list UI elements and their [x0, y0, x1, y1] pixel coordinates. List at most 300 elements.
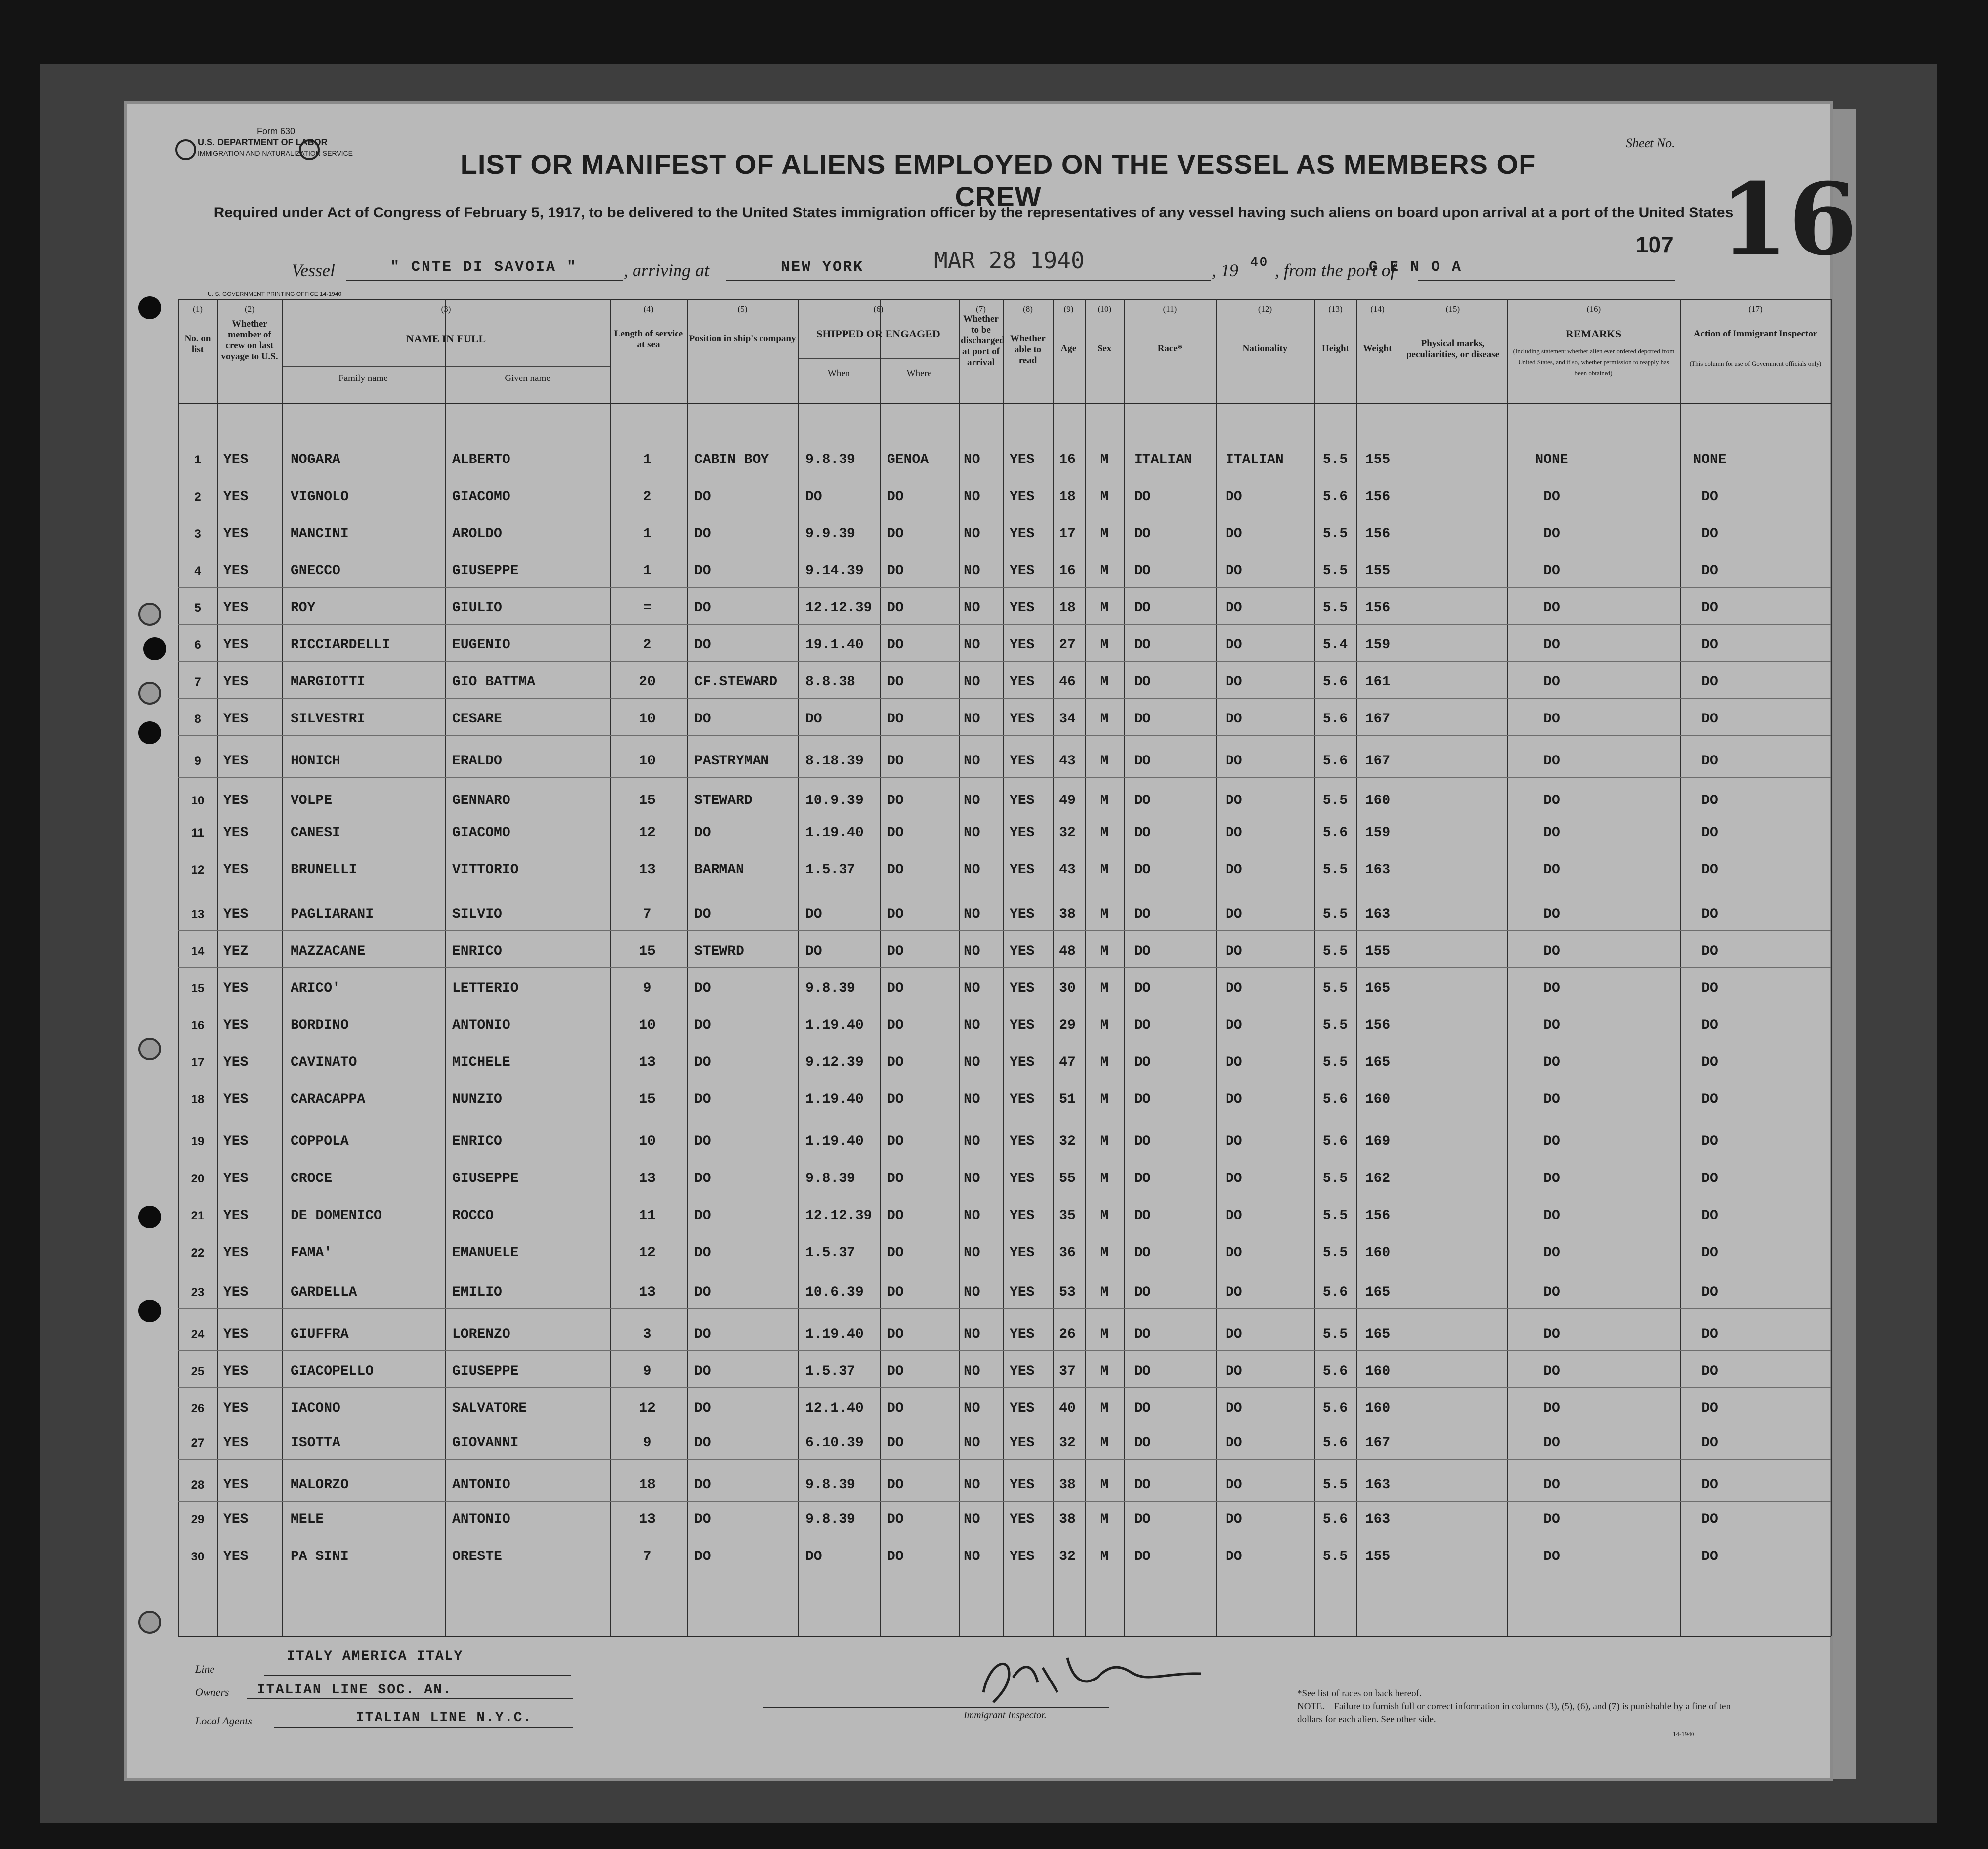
crew-cell-sex: M [1100, 1401, 1109, 1416]
crew-cell-no: 28 [191, 1478, 205, 1492]
crew-cell-no: 4 [194, 564, 201, 578]
column-header: Whether member of crew on last voyage to U.S. [221, 319, 278, 362]
crew-cell-service: 10 [639, 754, 656, 769]
crew-cell-sex: M [1100, 674, 1109, 690]
crew-cell-position: DO [694, 1549, 711, 1564]
crew-cell-marks: DO [1543, 1435, 1560, 1451]
crew-cell-age: 18 [1059, 600, 1076, 616]
crew-cell-no: 11 [191, 826, 204, 840]
crew-cell-marks: DO [1543, 754, 1560, 769]
crew-cell-service: 7 [643, 907, 652, 922]
crew-cell-remarks: DO [1701, 825, 1718, 840]
crew-cell-height: 5.5 [1322, 1055, 1348, 1070]
crew-cell-given: AROLDO [452, 526, 502, 542]
crew-cell-age: 49 [1059, 793, 1076, 808]
crew-cell-marks: DO [1543, 825, 1560, 840]
inspector-note: (This column for use of Government officials only) [1689, 360, 1822, 367]
crew-cell-weight: 163 [1365, 907, 1391, 922]
crew-cell-service: 10 [639, 1134, 656, 1149]
crew-cell-sex: M [1100, 1477, 1109, 1493]
crew-cell-given: ENRICO [452, 1134, 502, 1149]
crew-cell-read: YES [1010, 489, 1035, 504]
crew-cell-marks: DO [1543, 944, 1560, 959]
arrival-underline [726, 280, 1211, 281]
crew-cell-when: 1.19.40 [805, 1327, 864, 1342]
crew-cell-when: 19.1.40 [805, 637, 864, 653]
crew-cell-race: ITALIAN [1134, 452, 1192, 467]
crew-cell-given: GENNARO [452, 793, 510, 808]
binder-hole [138, 603, 161, 626]
crew-cell-remarks: DO [1701, 1208, 1718, 1223]
crew-cell-discharged: NO [964, 1477, 980, 1493]
crew-cell-nationality: ITALIAN [1226, 452, 1284, 467]
crew-cell-discharged: NO [964, 907, 980, 922]
crew-cell-prev: YES [223, 600, 249, 616]
binder-hole [138, 682, 161, 705]
crew-cell-read: YES [1010, 1092, 1035, 1107]
crew-cell-remarks: DO [1701, 1018, 1718, 1033]
crew-cell-service: 2 [643, 489, 652, 504]
crew-cell-weight: 155 [1365, 1549, 1391, 1564]
crew-cell-discharged: NO [964, 793, 980, 808]
crew-cell-remarks: DO [1701, 981, 1718, 996]
crew-cell-where: DO [887, 793, 904, 808]
crew-cell-race: DO [1134, 1549, 1151, 1564]
crew-cell-nationality: DO [1226, 674, 1242, 690]
crew-cell-race: DO [1134, 600, 1151, 616]
crew-cell-no: 16 [191, 1019, 205, 1032]
crew-cell-where: GENOA [887, 452, 929, 467]
crew-cell-prev: YES [223, 907, 249, 922]
crew-cell-read: YES [1010, 1208, 1035, 1223]
crew-cell-weight: 161 [1365, 674, 1391, 690]
crew-cell-remarks: DO [1701, 793, 1718, 808]
crew-cell-marks: DO [1543, 1092, 1560, 1107]
crew-cell-family: BORDINO [291, 1018, 349, 1033]
crew-cell-race: DO [1134, 489, 1151, 504]
crew-cell-weight: 162 [1365, 1171, 1391, 1186]
crew-cell-read: YES [1010, 563, 1035, 579]
crew-cell-marks: DO [1543, 489, 1560, 504]
crew-cell-marks: NONE [1535, 452, 1568, 467]
crew-cell-marks: DO [1543, 1477, 1560, 1493]
crew-cell-marks: DO [1543, 1055, 1560, 1070]
column-number: (3) [441, 304, 451, 314]
crew-cell-service: 12 [639, 1245, 656, 1261]
row-rule [178, 1350, 1831, 1351]
crew-cell-height: 5.5 [1322, 1208, 1348, 1223]
crew-cell-given: MICHELE [452, 1055, 510, 1070]
crew-cell-read: YES [1010, 1401, 1035, 1416]
crew-cell-sex: M [1100, 944, 1109, 959]
crew-cell-weight: 160 [1365, 1364, 1391, 1379]
crew-cell-nationality: DO [1226, 1512, 1242, 1527]
crew-cell-where: DO [887, 563, 904, 579]
crew-cell-marks: DO [1543, 907, 1560, 922]
crew-cell-weight: 165 [1365, 1285, 1391, 1300]
crew-cell-position: DO [694, 1401, 711, 1416]
crew-cell-marks: DO [1543, 1134, 1560, 1149]
crew-cell-height: 5.6 [1322, 674, 1348, 690]
crew-cell-weight: 163 [1365, 1512, 1391, 1527]
footer-notes [1297, 1687, 1742, 1726]
binder-hole [138, 721, 161, 744]
crew-cell-where: DO [887, 637, 904, 653]
crew-cell-given: ALBERTO [452, 452, 510, 467]
crew-cell-family: GNECCO [291, 563, 340, 579]
crew-cell-read: YES [1010, 793, 1035, 808]
crew-cell-marks: DO [1543, 674, 1560, 690]
crew-cell-nationality: DO [1226, 526, 1242, 542]
crew-cell-nationality: DO [1226, 1401, 1242, 1416]
crew-cell-position: DO [694, 825, 711, 840]
crew-cell-weight: 165 [1365, 981, 1391, 996]
crew-cell-height: 5.5 [1322, 1245, 1348, 1261]
crew-cell-position: DO [694, 1477, 711, 1493]
binder-hole [138, 1038, 161, 1060]
crew-cell-service: 1 [643, 563, 652, 579]
crew-cell-given: GIO BATTMA [452, 674, 536, 690]
crew-cell-no: 26 [191, 1402, 205, 1415]
owners-value: ITALIAN LINE SOC. AN. [257, 1682, 452, 1698]
row-rule [178, 698, 1831, 699]
row-rule [178, 967, 1831, 968]
crew-cell-height: 5.5 [1322, 907, 1348, 922]
crew-cell-height: 5.5 [1322, 981, 1348, 996]
crew-cell-given: GIACOMO [452, 825, 510, 840]
crew-cell-no: 10 [191, 794, 205, 807]
crew-cell-discharged: NO [964, 1285, 980, 1300]
crew-cell-height: 5.6 [1322, 825, 1348, 840]
crew-cell-height: 5.6 [1322, 1435, 1348, 1451]
crew-cell-prev: YES [223, 674, 249, 690]
crew-cell-marks: DO [1543, 1364, 1560, 1379]
crew-cell-weight: 160 [1365, 793, 1391, 808]
crew-cell-nationality: DO [1226, 825, 1242, 840]
sheet-label: Sheet No. [1626, 136, 1675, 150]
crew-cell-prev: YES [223, 563, 249, 579]
crew-cell-nationality: DO [1226, 1055, 1242, 1070]
crew-cell-when: 1.5.37 [805, 862, 855, 878]
crew-cell-position: DO [694, 1512, 711, 1527]
crew-cell-position: DO [694, 1171, 711, 1186]
crew-cell-height: 5.5 [1322, 452, 1348, 467]
crew-cell-marks: DO [1543, 637, 1560, 653]
crew-cell-where: DO [887, 1134, 904, 1149]
crew-cell-discharged: NO [964, 1401, 980, 1416]
crew-cell-given: ERALDO [452, 754, 502, 769]
crew-cell-sex: M [1100, 1327, 1109, 1342]
crew-cell-given: SALVATORE [452, 1401, 527, 1416]
crew-cell-position: CF.STEWARD [694, 674, 778, 690]
crew-cell-weight: 159 [1365, 637, 1391, 653]
column-header: Height [1322, 343, 1349, 354]
crew-cell-family: HONICH [291, 754, 340, 769]
column-number: (2) [245, 304, 254, 314]
crew-cell-read: YES [1010, 1327, 1035, 1342]
line-value: ITALY AMERICA ITALY [287, 1649, 464, 1664]
crew-cell-service: 11 [639, 1208, 656, 1223]
crew-cell-remarks: DO [1701, 1364, 1718, 1379]
crew-cell-given: GIUSEPPE [452, 563, 519, 579]
crew-cell-height: 5.5 [1322, 1018, 1348, 1033]
column-number: (6) [873, 304, 884, 314]
shipped-subheader-rule [798, 358, 959, 359]
crew-cell-race: DO [1134, 862, 1151, 878]
crew-cell-discharged: NO [964, 1092, 980, 1107]
crew-cell-when: 9.9.39 [805, 526, 855, 542]
crew-cell-where: DO [887, 1477, 904, 1493]
crew-cell-height: 5.5 [1322, 793, 1348, 808]
crew-cell-nationality: DO [1226, 1171, 1242, 1186]
crew-cell-sex: M [1100, 793, 1109, 808]
crew-cell-given: NUNZIO [452, 1092, 502, 1107]
crew-cell-remarks: DO [1701, 1327, 1718, 1342]
crew-cell-age: 43 [1059, 754, 1076, 769]
crew-cell-when: 12.1.40 [805, 1401, 864, 1416]
crew-cell-where: DO [887, 907, 904, 922]
crew-cell-no: 1 [194, 453, 201, 466]
crew-cell-when: 1.19.40 [805, 825, 864, 840]
owners-underline [247, 1698, 573, 1699]
column-header: Sex [1097, 343, 1112, 354]
crew-cell-given: LETTERIO [452, 981, 519, 996]
crew-cell-age: 36 [1059, 1245, 1076, 1261]
crew-cell-race: DO [1134, 674, 1151, 690]
crew-cell-age: 53 [1059, 1285, 1076, 1300]
crew-cell-service: 9 [643, 1364, 652, 1379]
crew-cell-height: 5.5 [1322, 862, 1348, 878]
crew-cell-remarks: NONE [1693, 452, 1727, 467]
crew-cell-when: 10.9.39 [805, 793, 864, 808]
crew-cell-where: DO [887, 1435, 904, 1451]
page-number: 107 [1636, 232, 1674, 257]
crew-cell-weight: 165 [1365, 1327, 1391, 1342]
crew-cell-family: ISOTTA [291, 1435, 340, 1451]
column-header: REMARKS [1565, 328, 1622, 340]
crew-cell-no: 25 [191, 1365, 205, 1378]
crew-cell-prev: YES [223, 1512, 249, 1527]
crew-cell-given: ANTONIO [452, 1018, 510, 1033]
column-number: (13) [1328, 304, 1343, 314]
crew-cell-given: CESARE [452, 712, 502, 727]
agents-value: ITALIAN LINE N.Y.C. [356, 1710, 533, 1725]
table-column-rule [1831, 299, 1832, 1636]
crew-cell-position: CABIN BOY [694, 452, 769, 467]
crew-cell-when: DO [805, 489, 822, 504]
form-code: 14-1940 [1673, 1730, 1694, 1738]
crew-cell-weight: 160 [1365, 1245, 1391, 1261]
race-note: *See list of races on back hereof. [1297, 1688, 1422, 1699]
crew-cell-read: YES [1010, 1477, 1035, 1493]
crew-cell-service: 1 [643, 526, 652, 542]
binder-hole [143, 637, 166, 660]
crew-cell-service: 10 [639, 712, 656, 727]
port-of-departure: G E N O A [1369, 259, 1463, 276]
crew-cell-sex: M [1100, 754, 1109, 769]
crew-cell-nationality: DO [1226, 563, 1242, 579]
crew-cell-age: 55 [1059, 1171, 1076, 1186]
crew-cell-weight: 156 [1365, 526, 1391, 542]
crew-cell-nationality: DO [1226, 793, 1242, 808]
form-identifier [178, 126, 353, 159]
column-header: Nationality [1242, 343, 1288, 354]
crew-cell-remarks: DO [1701, 1055, 1718, 1070]
crew-cell-nationality: DO [1226, 862, 1242, 878]
crew-cell-where: DO [887, 1245, 904, 1261]
crew-cell-given: ROCCO [452, 1208, 494, 1223]
crew-cell-where: DO [887, 825, 904, 840]
crew-cell-nationality: DO [1226, 600, 1242, 616]
crew-cell-marks: DO [1543, 793, 1560, 808]
crew-cell-family: CAVINATO [291, 1055, 357, 1070]
crew-cell-height: 5.6 [1322, 1092, 1348, 1107]
crew-cell-discharged: NO [964, 1245, 980, 1261]
crew-cell-given: EMILIO [452, 1285, 502, 1300]
crew-cell-sex: M [1100, 1435, 1109, 1451]
crew-cell-sex: M [1100, 1092, 1109, 1107]
crew-cell-race: DO [1134, 1055, 1151, 1070]
crew-cell-service: 2 [643, 637, 652, 653]
row-rule [178, 1459, 1831, 1460]
vessel-name: " CNTE DI SAVOIA " [390, 259, 578, 276]
binder-hole [138, 1300, 161, 1322]
row-rule [178, 1501, 1831, 1502]
crew-cell-family: GIACOPELLO [291, 1364, 374, 1379]
crew-cell-age: 18 [1059, 489, 1076, 504]
department-seal-icon [299, 139, 320, 160]
year-label: , 19 [1212, 260, 1238, 280]
crew-cell-sex: M [1100, 981, 1109, 996]
crew-cell-no: 2 [194, 490, 201, 504]
given-name-subheader: Given name [505, 373, 550, 383]
crew-cell-age: 26 [1059, 1327, 1076, 1342]
crew-cell-height: 5.5 [1322, 526, 1348, 542]
crew-cell-remarks: DO [1701, 1512, 1718, 1527]
department-name: U.S. DEPARTMENT OF LABOR [198, 137, 328, 147]
crew-cell-prev: YES [223, 1477, 249, 1493]
crew-cell-discharged: NO [964, 1171, 980, 1186]
crew-cell-when: 9.8.39 [805, 1171, 855, 1186]
crew-cell-position: DO [694, 1364, 711, 1379]
crew-cell-no: 5 [194, 601, 201, 615]
crew-cell-discharged: NO [964, 981, 980, 996]
crew-cell-marks: DO [1543, 1512, 1560, 1527]
crew-cell-given: GIACOMO [452, 489, 510, 504]
crew-cell-discharged: NO [964, 1364, 980, 1379]
crew-cell-remarks: DO [1701, 1285, 1718, 1300]
crew-cell-family: GIUFFRA [291, 1327, 349, 1342]
crew-cell-sex: M [1100, 452, 1109, 467]
crew-cell-position: DO [694, 1055, 711, 1070]
crew-cell-marks: DO [1543, 600, 1560, 616]
crew-cell-prev: YES [223, 1285, 249, 1300]
crew-cell-age: 38 [1059, 1512, 1076, 1527]
crew-cell-service: 20 [639, 674, 656, 690]
column-number: (17) [1748, 304, 1763, 314]
crew-cell-height: 5.6 [1322, 754, 1348, 769]
inspector-signature-line [763, 1707, 1109, 1708]
crew-cell-sex: M [1100, 712, 1109, 727]
crew-cell-sex: M [1100, 1285, 1109, 1300]
crew-cell-where: DO [887, 1018, 904, 1033]
when-subheader: When [827, 368, 850, 378]
crew-cell-marks: DO [1543, 1401, 1560, 1416]
crew-cell-sex: M [1100, 489, 1109, 504]
crew-cell-read: YES [1010, 825, 1035, 840]
crew-cell-age: 17 [1059, 526, 1076, 542]
crew-cell-age: 40 [1059, 1401, 1076, 1416]
crew-cell-read: YES [1010, 600, 1035, 616]
crew-cell-prev: YES [223, 1018, 249, 1033]
crew-cell-remarks: DO [1701, 489, 1718, 504]
crew-cell-race: DO [1134, 1512, 1151, 1527]
crew-cell-given: EUGENIO [452, 637, 510, 653]
crew-cell-prev: YES [223, 637, 249, 653]
crew-cell-service: 13 [639, 1055, 656, 1070]
crew-cell-no: 12 [191, 863, 205, 877]
crew-cell-discharged: NO [964, 452, 980, 467]
crew-cell-race: DO [1134, 1285, 1151, 1300]
crew-cell-no: 9 [194, 755, 201, 768]
owners-label: Owners [195, 1686, 229, 1698]
crew-cell-family: PAGLIARANI [291, 907, 374, 922]
column-number: (15) [1445, 304, 1460, 314]
column-number: (12) [1258, 304, 1272, 314]
crew-cell-position: DO [694, 1285, 711, 1300]
crew-cell-prev: YES [223, 1245, 249, 1261]
crew-cell-weight: 160 [1365, 1092, 1391, 1107]
crew-cell-race: DO [1134, 907, 1151, 922]
crew-cell-when: 6.10.39 [805, 1435, 864, 1451]
crew-cell-remarks: DO [1701, 862, 1718, 878]
crew-cell-nationality: DO [1226, 1549, 1242, 1564]
crew-cell-weight: 160 [1365, 1401, 1391, 1416]
line-underline [264, 1675, 571, 1676]
crew-cell-age: 48 [1059, 944, 1076, 959]
crew-cell-age: 32 [1059, 825, 1076, 840]
crew-cell-marks: DO [1543, 1018, 1560, 1033]
department-seal-icon [175, 139, 196, 160]
crew-cell-family: CROCE [291, 1171, 333, 1186]
arriving-label: , arriving at [624, 260, 710, 280]
column-number: (1) [193, 304, 203, 314]
form-number: Form 630 [257, 126, 296, 136]
crew-cell-where: DO [887, 1092, 904, 1107]
line-label: Line [195, 1663, 215, 1675]
agents-underline [274, 1727, 573, 1728]
crew-cell-height: 5.6 [1322, 489, 1348, 504]
crew-cell-race: DO [1134, 793, 1151, 808]
crew-cell-remarks: DO [1701, 1171, 1718, 1186]
crew-cell-race: DO [1134, 526, 1151, 542]
row-rule [178, 735, 1831, 736]
crew-cell-discharged: NO [964, 862, 980, 878]
crew-cell-nationality: DO [1226, 1435, 1242, 1451]
crew-cell-no: 24 [191, 1328, 205, 1341]
crew-cell-service: 15 [639, 1092, 656, 1107]
crew-cell-where: DO [887, 1512, 904, 1527]
crew-cell-no: 15 [191, 982, 205, 995]
crew-cell-weight: 167 [1365, 712, 1391, 727]
date-stamp: MAR 28 1940 [934, 247, 1085, 274]
crew-cell-weight: 155 [1365, 563, 1391, 579]
crew-cell-when: 8.18.39 [805, 754, 864, 769]
crew-cell-prev: YEZ [223, 944, 249, 959]
crew-cell-read: YES [1010, 1018, 1035, 1033]
table-header-rule [178, 403, 1831, 404]
column-header: SHIPPED OR ENGAGED [816, 328, 940, 340]
